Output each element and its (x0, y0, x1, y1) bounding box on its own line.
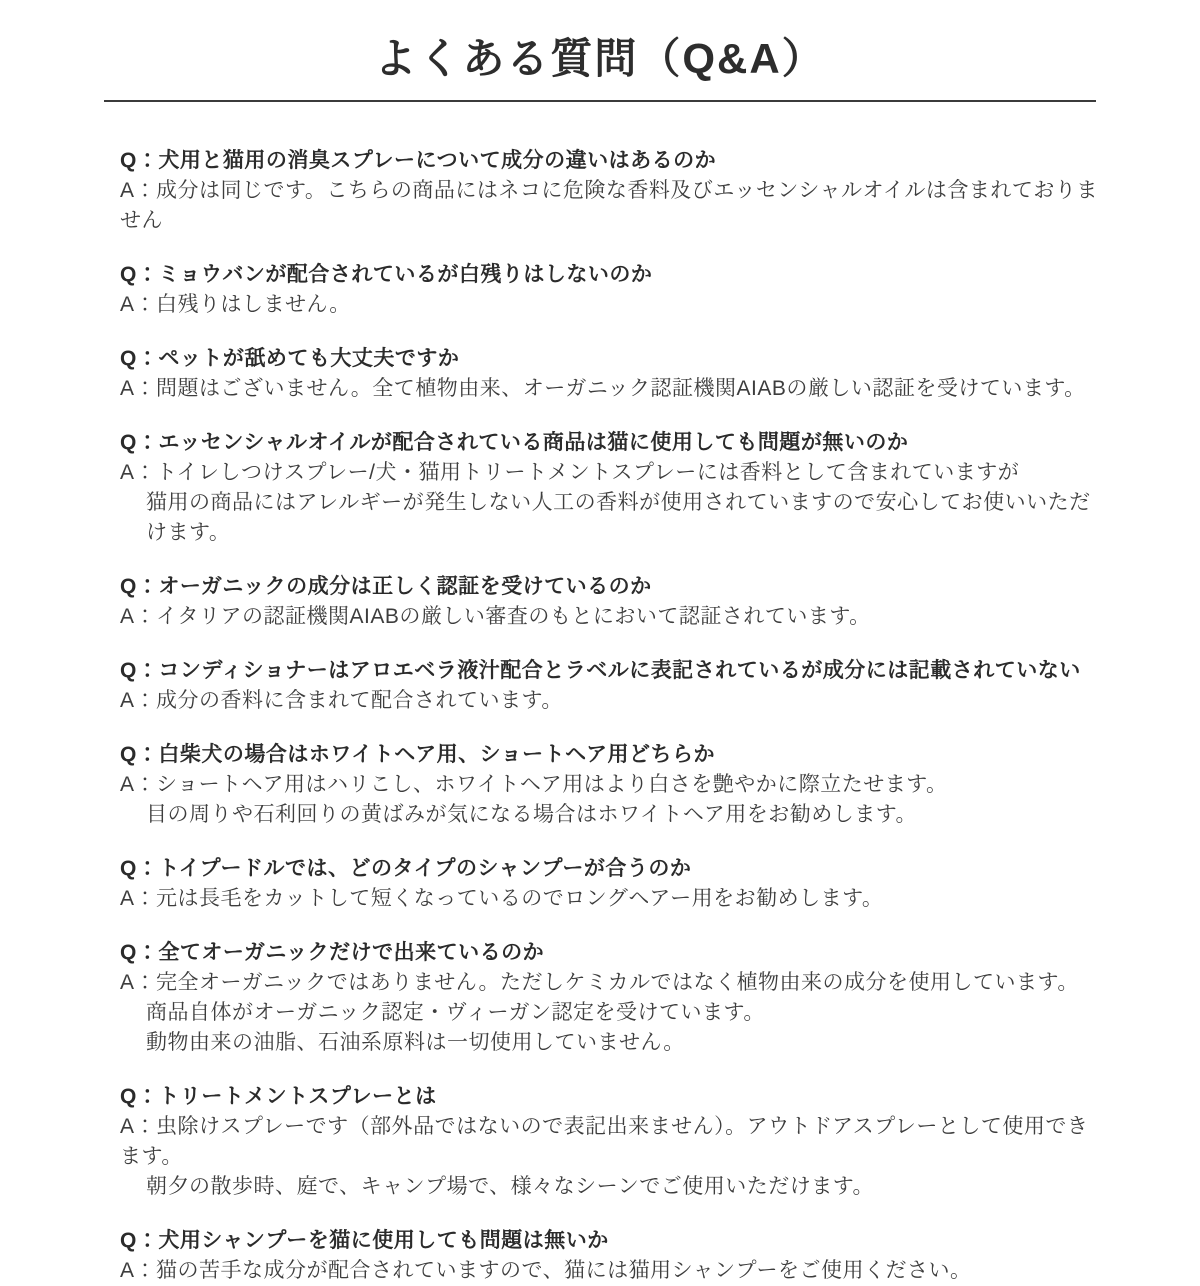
answer-line: A：ショートヘア用はハリこし、ホワイトヘア用はより白さを艶やかに際立たせます。 (120, 773, 948, 797)
answer-line: A：猫の苦手な成分が配合されていますので、猫には猫用シャンプーをご使用ください。 (120, 1259, 972, 1283)
question-line: Q：オーガニックの成分は正しく認証を受けているのか (120, 575, 652, 599)
answer-line: A：成分の香料に含まれて配合されています。 (120, 689, 563, 713)
question-line: Q：犬用と猫用の消臭スプレーについて成分の違いはあるのか (120, 149, 717, 173)
qa-item-1 (120, 146, 1100, 236)
question-line: Q：ペットが舐めても大丈夫ですか (120, 347, 460, 371)
question-line: Q：ミョウバンが配合されているが白残りはしないのか (120, 263, 653, 287)
answer-line: A：元は長毛をカットして短くなっているのでロングヘアー用をお勧めします。 (120, 887, 884, 911)
question-line: Q：トイプードルでは、どのタイプのシャンプーが合うのか (120, 857, 692, 881)
qa-item-9 (120, 938, 1100, 1058)
question-line: Q：白柴犬の場合はホワイトヘア用、ショートヘア用どちらか (120, 743, 716, 767)
qa-item-4 (120, 428, 1100, 548)
answer-continuation-line: 目の周りや石利回りの黄ばみが気になる場合はホワイトヘア用をお勧めします。 (146, 803, 918, 827)
answer-continuation-line: 猫用の商品にはアレルギーが発生しない人工の香料が使用されていますので安心してお使いいただけます。 (146, 491, 1091, 545)
qa-item-2 (120, 260, 1100, 320)
page-title: よくある質問（Q&A） (374, 35, 826, 82)
answer-continuation-line: 商品自体がオーガニック認定・ヴィーガン認定を受けています。 (146, 1001, 765, 1025)
question-line: Q：コンディショナーはアロエベラ液汁配合とラベルに表記されているが成分には記載されていない (120, 659, 1081, 683)
answer-line: A：白残りはしません。 (120, 293, 351, 317)
answer-continuation-line: 動物由来の油脂、石油系原料は一切使用していません。 (146, 1031, 685, 1055)
question-line: Q：トリートメントスプレーとは (120, 1085, 437, 1109)
qa-item-3 (120, 344, 1100, 404)
answer-line: A：虫除けスプレーです（部外品ではないので表記出来ません）。アウトドアスプレーとして使用できます。 (120, 1115, 1089, 1169)
question-line: Q：犬用シャンプーを猫に使用しても問題は無いか (120, 1229, 609, 1253)
qa-item-5 (120, 572, 1100, 632)
answer-line: A：完全オーガニックではありません。ただしケミカルではなく植物由来の成分を使用しています。 (120, 971, 1079, 995)
page-header (0, 0, 1200, 102)
faq-list (0, 102, 1200, 1286)
qa-item-6 (120, 656, 1100, 716)
question-line: Q：全てオーガニックだけで出来ているのか (120, 941, 545, 965)
answer-line: A：成分は同じです。こちらの商品にはネコに危険な香料及びエッセンシャルオイルは含まれておりません (120, 179, 1098, 233)
qa-item-10 (120, 1082, 1100, 1202)
answer-line: A：トイレしつけスプレー/犬・猫用トリートメントスプレーには香料として含まれていますが (120, 461, 1020, 485)
qa-item-8 (120, 854, 1100, 914)
answer-continuation-line: 朝夕の散歩時、庭で、キャンプ場で、様々なシーンでご使用いただけます。 (146, 1175, 875, 1199)
qa-item-11 (120, 1226, 1100, 1286)
answer-line: A：イタリアの認証機関AIABの厳しい審査のもとにおいて認証されています。 (120, 605, 871, 629)
answer-line: A：問題はございません。全て植物由来、オーガニック認証機関AIABの厳しい認証を受けています。 (120, 377, 1086, 401)
question-line: Q：エッセンシャルオイルが配合されている商品は猫に使用しても問題が無いのか (120, 431, 909, 455)
qa-item-7 (120, 740, 1100, 830)
